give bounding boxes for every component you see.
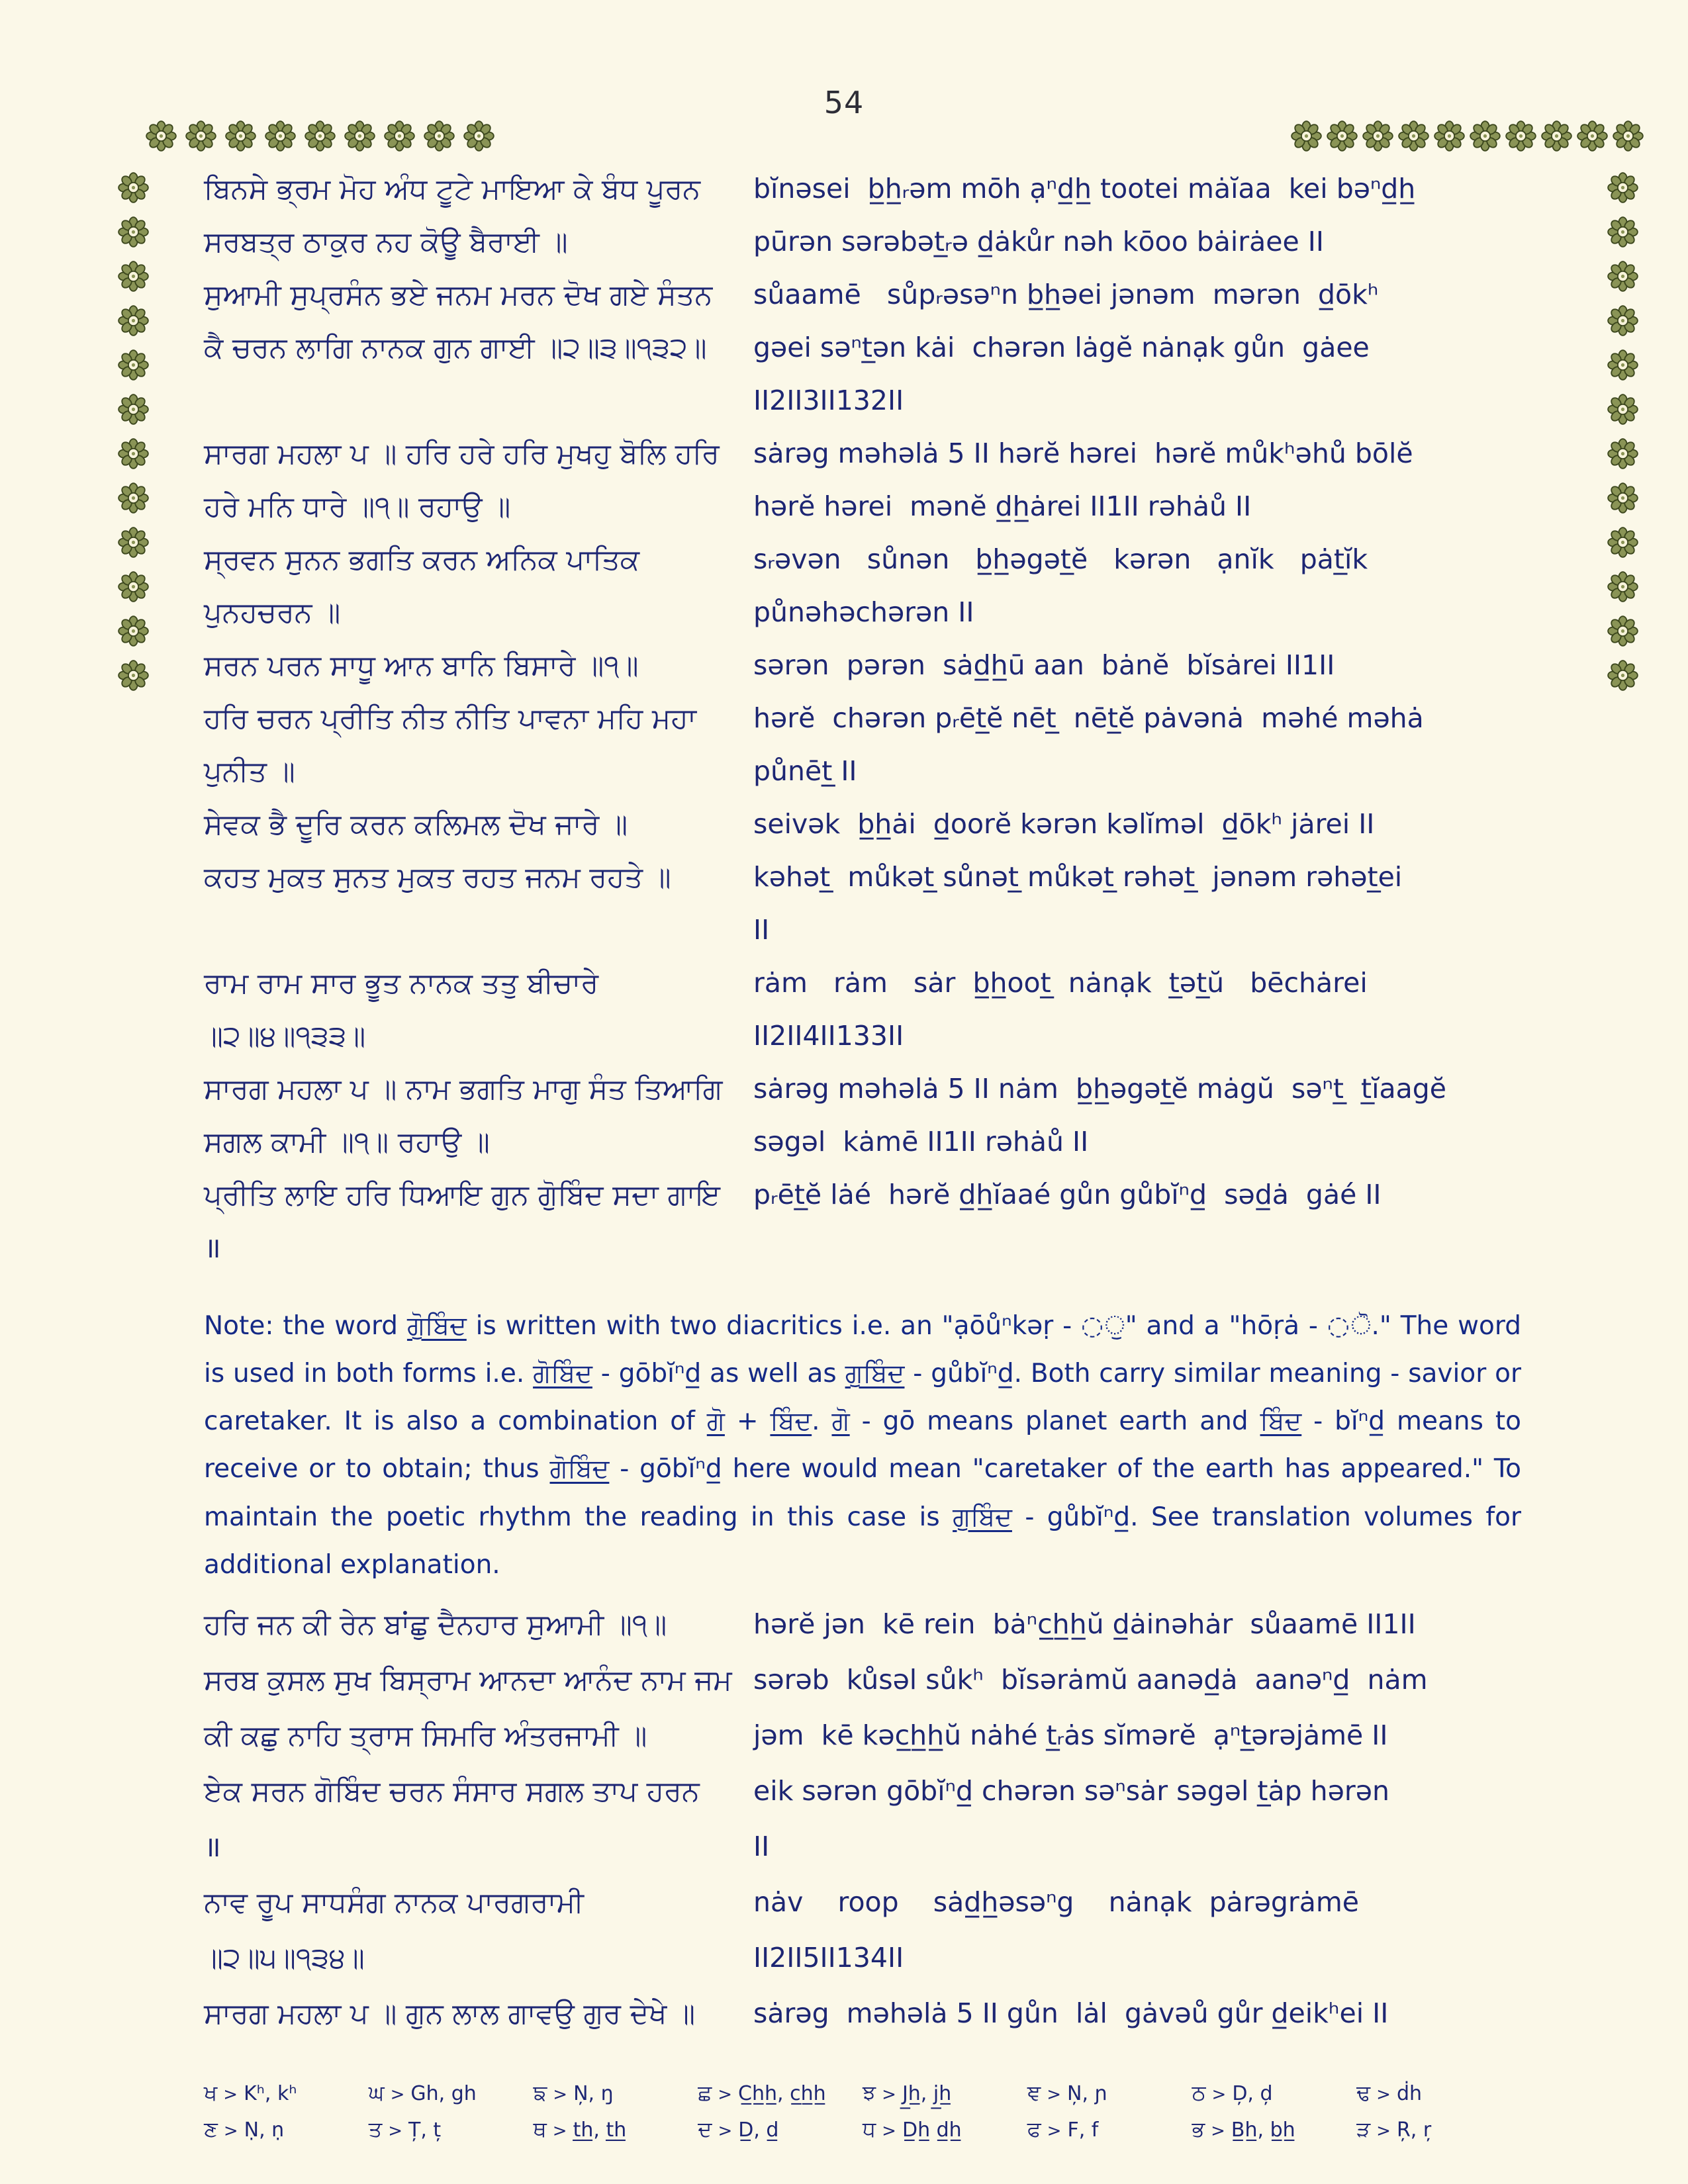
verse-row bbox=[204, 1232, 1521, 1285]
verse-row bbox=[204, 915, 1521, 968]
flower-rosette-icon bbox=[118, 482, 149, 514]
gurmukhi-line: ਪ੍ਰੀਤਿ ਲਾਇ ਹਰਿ ਧਿਆਇ ਗੁਨ ਗੋੁਬਿੰਦ ਸਦਾ ਗਾਇ bbox=[204, 1179, 720, 1212]
legend-entry bbox=[534, 2116, 698, 2142]
legend-entry bbox=[1027, 2116, 1192, 2142]
gurmukhi-line: ਸੁਆਮੀ ਸੁਪ੍ਰਸੰਨ ਭਏ ਜਨਮ ਮਰਨ ਦੋਖ ਗਏ ਸੰਤਨ bbox=[204, 279, 713, 312]
note-text: - gōbĭⁿd̲ as well as bbox=[592, 1359, 845, 1389]
legend-entry bbox=[1027, 2080, 1192, 2106]
legend-separator: > bbox=[1047, 2120, 1062, 2141]
verse-row bbox=[204, 544, 1521, 597]
gurmukhi-line: ਸਰਨ ਪਰਨ ਸਾਧੂ ਆਨ ਬਾਨਿ ਬਿਸਾਰੇ ॥੧॥ bbox=[204, 649, 639, 682]
gurmukhi-line: ਕੈ ਚਰਨ ਲਾਗਿ ਨਾਨਕ ਗੁਨ ਗਾਈ ॥੨॥੩॥੧੩੨॥ bbox=[204, 332, 707, 365]
roman-line: půnəhəchərən II bbox=[753, 596, 974, 628]
flower-rosette-icon bbox=[1434, 120, 1465, 152]
verse-row bbox=[204, 438, 1521, 491]
flower-rosette-icon bbox=[1613, 120, 1644, 152]
verse-row bbox=[204, 385, 1521, 438]
flower-rosette-icon bbox=[305, 120, 336, 152]
gurmukhi-line: ਸ੍ਰਵਨ ਸੁਨਨ ਭਗਤਿ ਕਰਨ ਅਨਿਕ ਪਾਤਿਕ bbox=[204, 543, 640, 576]
legend-roman-value: Gh, gh bbox=[410, 2081, 477, 2105]
verse-row bbox=[204, 1126, 1521, 1179]
legend-roman-value: D̲h̲ d̲h̲ bbox=[902, 2118, 962, 2142]
roman-line: sᵣəvən sůnən b̲h̲əgət̲ĕ kərən ạnĭk pȧt̲ĭk bbox=[753, 543, 1368, 575]
note-text: - gōbĭⁿd̲ here would mean "caretaker of the earth has appeared." To maintain the poetic rhythm the reading in this case is bbox=[204, 1454, 1521, 1532]
legend-roman-value: Kʰ, kʰ bbox=[244, 2081, 297, 2105]
ornament-row-top-left bbox=[146, 120, 494, 152]
gurmukhi-word: ਗੁਬਿੰਦ bbox=[953, 1502, 1012, 1532]
gurmukhi-line: ਪੁਨੀਤ ॥ bbox=[204, 755, 295, 788]
flower-rosette-icon bbox=[265, 120, 296, 152]
legend-separator: > bbox=[1376, 2120, 1391, 2141]
verse-row bbox=[204, 1887, 1521, 1942]
note-text: ." The word is used in both forms i.e. bbox=[204, 1311, 1521, 1389]
flower-rosette-icon bbox=[1607, 216, 1638, 248]
verse-row bbox=[204, 809, 1521, 862]
legend-row bbox=[204, 2116, 1521, 2142]
roman-line: hərĕ chərən pᵣēt̲ĕ nēt̲ nēt̲ĕ pȧvənȧ məhé məhȧ bbox=[753, 702, 1424, 734]
legend-separator: > bbox=[1211, 2120, 1225, 2141]
gurmukhi-word: ਬਿੰਦ bbox=[1260, 1406, 1302, 1437]
gurmukhi-line: ਕਹਤ ਮੁਕਤ ਸੁਨਤ ਮੁਕਤ ਰਹਤ ਜਨਮ ਰਹਤੇ ॥ bbox=[204, 861, 671, 894]
flower-rosette-icon bbox=[1607, 305, 1638, 336]
roman-line: sȧrəg məhəlȧ 5 II gůn lȧl gȧvəů gůr d̲eikʰei II bbox=[753, 1997, 1389, 2029]
roman-line: sərən pərən sȧd̲h̲ū aan bȧnĕ bĭsȧrei II1II bbox=[753, 649, 1335, 681]
flower-rosette-icon bbox=[118, 438, 149, 469]
gurmukhi-line: ਸਗਲ ਕਾਮੀ ॥੧॥ ਰਹਾਉ ॥ bbox=[204, 1126, 490, 1159]
legend-roman-value: N̦, ŋ bbox=[573, 2081, 614, 2105]
gurmukhi-line: ਸਾਰਗ ਮਹਲਾ ਪ ॥ ਨਾਮ ਭਗਤਿ ਮਾਗੁ ਸੰਤ ਤਿਆਗਿ bbox=[204, 1073, 723, 1106]
verse-row bbox=[204, 756, 1521, 809]
legend-separator: > bbox=[882, 2120, 896, 2141]
note-text: + bbox=[724, 1406, 771, 1437]
gurmukhi-line: ॥ bbox=[204, 1232, 221, 1265]
gurmukhi-line: ਹਰਿ ਚਰਨ ਪ੍ਰੀਤਿ ਨੀਤ ਨੀਤਿ ਪਾਵਨਾ ਮਹਿ ਮਹਾ bbox=[204, 702, 696, 735]
gurmukhi-word: ਬਿੰਦ bbox=[770, 1406, 812, 1437]
verse-row bbox=[204, 332, 1521, 385]
flower-rosette-icon bbox=[118, 527, 149, 558]
note-text: is written with two diacritics i.e. an "ạōůⁿkəṛ - bbox=[466, 1311, 1082, 1341]
verse-row bbox=[204, 1720, 1521, 1776]
verse-row bbox=[204, 1776, 1521, 1831]
flower-rosette-icon bbox=[118, 261, 149, 292]
verse-row bbox=[204, 173, 1521, 226]
flower-rosette-icon bbox=[424, 120, 455, 152]
flower-rosette-icon bbox=[118, 305, 149, 336]
legend-gurmukhi-letter: ਥ bbox=[533, 2116, 547, 2142]
legend-roman-value: ḋh bbox=[1396, 2081, 1423, 2105]
flower-rosette-icon bbox=[118, 660, 149, 691]
legend-separator: > bbox=[718, 2084, 733, 2105]
verse-row bbox=[204, 1831, 1521, 1887]
verse-row bbox=[204, 862, 1521, 915]
flower-rosette-icon bbox=[118, 615, 149, 647]
flower-rosette-icon bbox=[118, 571, 149, 602]
roman-line: půnēt̲ II bbox=[753, 755, 857, 787]
flower-rosette-icon bbox=[1291, 120, 1322, 152]
legend-roman-value: D̲, d̲ bbox=[738, 2118, 779, 2142]
legend-gurmukhi-letter: ਦ bbox=[698, 2116, 712, 2142]
legend-gurmukhi-letter: ਢ bbox=[1356, 2079, 1371, 2105]
gurmukhi-line: ਸਾਰਗ ਮਹਲਾ ਪ ॥ ਗੁਨ ਲਾਲ ਗਾਵਉ ਗੁਰ ਦੇਖੇ ॥ bbox=[204, 1997, 696, 2030]
note-text: - bĭⁿd̲ means to receive or to obtain; thus bbox=[204, 1406, 1521, 1484]
roman-line: II bbox=[753, 1830, 770, 1862]
note-text: " and a "hōṛȧ - bbox=[1125, 1311, 1327, 1341]
roman-line: pᵣēt̲ĕ lȧé hərĕ d̲h̲ĭaaé gůn gůbĭⁿd̲ səd̲ȧ gȧé II bbox=[753, 1179, 1382, 1210]
roman-line: eik sərən gōbĭⁿd̲ chərən səⁿsȧr səgəl t̲ȧp hərən bbox=[753, 1774, 1389, 1807]
roman-line: jəm kē kəc̲h̲h̲ŭ nȧhé t̲ᵣȧs sĭmərĕ ạⁿt̲ərəjȧmē II bbox=[753, 1719, 1388, 1751]
legend-entry bbox=[369, 2116, 534, 2142]
flower-rosette-icon bbox=[1607, 349, 1638, 381]
gurmukhi-line: ਸਰਬ ਕੁਸਲ ਸੁਖ ਬਿਸ੍ਰਾਮ ਆਨਦਾ ਆਨੰਦ ਨਾਮ ਜਮ bbox=[204, 1663, 732, 1697]
flower-rosette-icon bbox=[1607, 172, 1638, 203]
legend-entry bbox=[863, 2080, 1027, 2106]
gurmukhi-line: ਰਾਮ ਰਾਮ ਸਾਰ ਭੂਤ ਨਾਨਕ ਤਤੁ ਬੀਚਾਰੇ bbox=[204, 967, 599, 1000]
legend-roman-value: R̦, r̦ bbox=[1396, 2118, 1432, 2142]
flower-rosette-icon bbox=[225, 120, 256, 152]
verse-row bbox=[204, 1179, 1521, 1232]
verse-rows-top bbox=[204, 173, 1521, 1285]
gurmukhi-word: ਗੋ bbox=[706, 1406, 725, 1437]
roman-line: bĭnəsei b̲h̲ᵣəm mōh ạⁿd̲h̲ tootei mȧĭaa kei bəⁿd̲h̲ bbox=[753, 173, 1416, 205]
verse-row bbox=[204, 650, 1521, 703]
roman-line: səgəl kȧmē II1II rəhȧů II bbox=[753, 1126, 1089, 1158]
gurmukhi-word: ਗੋ bbox=[831, 1406, 850, 1437]
verse-row bbox=[204, 968, 1521, 1021]
gurmukhi-line: ਏਕ ਸਰਨ ਗੋਬਿੰਦ ਚਰਨ ਸੰਸਾਰ ਸਗਲ ਤਾਪ ਹਰਨ bbox=[204, 1774, 700, 1808]
legend-gurmukhi-letter: ਙ bbox=[533, 2079, 547, 2105]
legend-separator: > bbox=[1211, 2084, 1227, 2105]
legend-entry bbox=[698, 2080, 863, 2106]
verse-row bbox=[204, 1021, 1521, 1073]
flower-rosette-icon bbox=[1398, 120, 1429, 152]
roman-line: sȧrəg məhəlȧ 5 II hərĕ hərei hərĕ můkʰəhů bōlĕ bbox=[753, 437, 1413, 469]
legend-separator: > bbox=[223, 2120, 238, 2141]
flower-rosette-icon bbox=[118, 216, 149, 248]
legend-gurmukhi-letter: ਛ bbox=[698, 2079, 712, 2105]
roman-line: hərĕ hərei mənĕ d̲h̲ȧrei II1II rəhȧů II bbox=[753, 490, 1252, 522]
gurmukhi-line: ਸਰਬਤ੍ਰ ਠਾਕੁਰ ਨਹ ਕੋਊ ਬੈਰਾਈ ॥ bbox=[204, 226, 568, 259]
ornament-column-right bbox=[1607, 172, 1638, 691]
legend-roman-value: J̲h̲, j̲h̲ bbox=[902, 2081, 952, 2105]
flower-rosette-icon bbox=[1607, 660, 1638, 691]
legend-entry bbox=[204, 2116, 369, 2142]
gurmukhi-line: ਸੇਵਕ ਭੈ ਦੂਰਿ ਕਰਨ ਕਲਿਮਲ ਦੋਖ ਜਾਰੇ ॥ bbox=[204, 808, 628, 841]
legend-gurmukhi-letter: ਖ bbox=[204, 2079, 218, 2105]
flower-rosette-icon bbox=[1607, 261, 1638, 292]
note-text: Note: the word bbox=[204, 1311, 407, 1341]
legend-roman-value: N̦, ɲ bbox=[1067, 2081, 1107, 2105]
verse-row bbox=[204, 1942, 1521, 1998]
legend-entry bbox=[204, 2080, 369, 2106]
legend-entry bbox=[369, 2080, 534, 2106]
gurmukhi-line: ਬਿਨਸੇ ਭ੍ਰਮ ਮੋਹ ਅੰਧ ਟੂਟੇ ਮਾਇਆ ਕੇ ਬੰਧ ਪੂਰਨ bbox=[204, 173, 701, 206]
legend-separator: > bbox=[718, 2120, 733, 2141]
legend-roman-value: D̦, d̦ bbox=[1232, 2081, 1273, 2105]
roman-line: II2II4II133II bbox=[753, 1020, 904, 1052]
roman-line: rȧm rȧm sȧr b̲h̲oot̲ nȧnạk t̲ət̲ŭ bēchȧrei bbox=[753, 967, 1368, 999]
legend-roman-value: t̲h̲, t̲h̲ bbox=[573, 2118, 627, 2142]
roman-line: gəei səⁿt̲ən kȧi chərən lȧgĕ nȧnạk gůn gȧee bbox=[753, 332, 1370, 363]
flower-rosette-icon bbox=[1607, 615, 1638, 647]
gurmukhi-word: ਗੋੁਬਿੰਦ bbox=[406, 1311, 467, 1341]
flower-rosette-icon bbox=[1362, 120, 1393, 152]
legend-entry bbox=[1356, 2080, 1521, 2106]
roman-line: sərəb kůsəl sůkʰ bĭsərȧmŭ aanəd̲ȧ aanəⁿd̲ nȧm bbox=[753, 1663, 1428, 1696]
roman-line: II2II3II132II bbox=[753, 385, 904, 416]
roman-line: pūrən sərəbət̲ᵣə d̲ȧkůr nəh kōoo bȧirȧee II bbox=[753, 226, 1324, 257]
flower-rosette-icon bbox=[384, 120, 415, 152]
gurmukhi-line: ਸਾਰਗ ਮਹਲਾ ਪ ॥ ਹਰਿ ਹਰੇ ਹਰਿ ਮੁਖਹੁ ਬੋਲਿ ਹਰਿ bbox=[204, 437, 720, 471]
flower-rosette-icon bbox=[1505, 120, 1536, 152]
roman-line: nȧv roop sȧd̲h̲əsəⁿg nȧnạk pȧrəgrȧmē bbox=[753, 1886, 1360, 1918]
note-text: - gůbĭⁿd̲. See translation volumes for additional explanation. bbox=[204, 1502, 1521, 1580]
legend-gurmukhi-letter: ਧ bbox=[863, 2116, 876, 2142]
verse-row bbox=[204, 226, 1521, 279]
flower-rosette-icon bbox=[1607, 527, 1638, 558]
legend-separator: > bbox=[1047, 2084, 1061, 2105]
verse-row bbox=[204, 1664, 1521, 1720]
gurmukhi-line: ਹਰੇ ਮਨਿ ਧਾਰੇ ॥੧॥ ਰਹਾਉ ॥ bbox=[204, 490, 511, 523]
gurmukhi-line: ॥ bbox=[204, 1830, 221, 1864]
verse-row bbox=[204, 597, 1521, 650]
ornament-row-top-right bbox=[1291, 120, 1644, 152]
legend-separator: > bbox=[882, 2084, 896, 2105]
gurmukhi-word: ◌ੁ bbox=[1081, 1311, 1125, 1341]
legend-entry bbox=[534, 2080, 698, 2106]
note-text: . bbox=[812, 1406, 832, 1437]
note-text: - gůbĭⁿd̲. Both carry similar meaning - savior or caretaker. It is also a combination of bbox=[204, 1359, 1521, 1437]
roman-line: sȧrəg məhəlȧ 5 II nȧm b̲h̲əgət̲ĕ mȧgŭ səⁿt̲ t̲ĭaagĕ bbox=[753, 1073, 1446, 1105]
flower-rosette-icon bbox=[1607, 482, 1638, 514]
flower-rosette-icon bbox=[1607, 571, 1638, 602]
legend-gurmukhi-letter: ਘ bbox=[368, 2079, 385, 2105]
roman-line: sůaamē sůpᵣəsəⁿn b̲h̲əei jənəm mərən d̲ōkʰ bbox=[753, 279, 1379, 310]
legend-gurmukhi-letter: ੜ bbox=[1356, 2116, 1371, 2142]
flower-rosette-icon bbox=[185, 120, 216, 152]
gurmukhi-line: ਕੀ ਕਛੁ ਨਾਹਿ ਤ੍ਰਾਸ ਸਿਮਰਿ ਅੰਤਰਜਾਮੀ ॥ bbox=[204, 1719, 647, 1752]
note-text: - gō means planet earth and bbox=[849, 1406, 1260, 1437]
legend-roman-value: Ṇ, ṇ bbox=[244, 2118, 285, 2142]
legend-entry bbox=[698, 2116, 863, 2142]
legend-roman-value: Ț, ț bbox=[408, 2118, 442, 2142]
verse-row bbox=[204, 703, 1521, 756]
transliteration-legend bbox=[204, 2080, 1521, 2142]
flower-rosette-icon bbox=[1607, 394, 1638, 425]
verse-row bbox=[204, 1998, 1521, 2054]
legend-separator: > bbox=[1376, 2084, 1391, 2105]
legend-row bbox=[204, 2080, 1521, 2106]
ornament-column-left bbox=[118, 172, 149, 691]
legend-separator: > bbox=[553, 2084, 568, 2105]
legend-gurmukhi-letter: ਞ bbox=[1027, 2079, 1041, 2105]
gurmukhi-line: ਨਾਵ ਰੂਪ ਸਾਧਸੰਗ ਨਾਨਕ ਪਾਰਗਰਾਮੀ bbox=[204, 1886, 584, 1919]
roman-line: hərĕ jən kē rein bȧⁿc̲h̲h̲ŭ d̲ȧinəhȧr sůaamē II1II bbox=[753, 1608, 1416, 1640]
roman-line: II bbox=[753, 914, 770, 946]
gurmukhi-line: ॥੨॥੫॥੧੩੪॥ bbox=[204, 1941, 365, 1975]
flower-rosette-icon bbox=[118, 349, 149, 381]
gurmukhi-word: ਗੋਬਿੰਦ bbox=[549, 1454, 610, 1484]
verse-row bbox=[204, 1073, 1521, 1126]
legend-gurmukhi-letter: ਠ bbox=[1192, 2079, 1206, 2105]
legend-entry bbox=[1192, 2080, 1357, 2106]
verse-row bbox=[204, 491, 1521, 544]
flower-rosette-icon bbox=[344, 120, 375, 152]
flower-rosette-icon bbox=[146, 120, 177, 152]
gurmukhi-word: ਗੁਬਿੰਦ bbox=[845, 1359, 905, 1389]
legend-gurmukhi-letter: ਣ bbox=[204, 2116, 218, 2142]
legend-separator: > bbox=[390, 2084, 405, 2105]
gurmukhi-line: ਹਰਿ ਜਨ ਕੀ ਰੇਨ ਬਾਂਛੁ ਦੈਨਹਾਰ ਸੁਆਮੀ ॥੧॥ bbox=[204, 1608, 667, 1641]
verse-row bbox=[204, 1609, 1521, 1664]
flower-rosette-icon bbox=[1541, 120, 1572, 152]
legend-roman-value: B̲h̲, b̲h̲ bbox=[1231, 2118, 1295, 2142]
roman-line: II2II5II134II bbox=[753, 1941, 904, 1974]
legend-separator: > bbox=[388, 2120, 403, 2141]
legend-gurmukhi-letter: ਫ bbox=[1027, 2116, 1041, 2142]
verse-row bbox=[204, 279, 1521, 332]
gurmukhi-word: ◌ੋ bbox=[1327, 1311, 1372, 1341]
legend-separator: > bbox=[223, 2084, 238, 2105]
flower-rosette-icon bbox=[1327, 120, 1358, 152]
legend-gurmukhi-letter: ਭ bbox=[1192, 2116, 1205, 2142]
gurmukhi-line: ਪੁਨਹਚਰਨ ॥ bbox=[204, 596, 341, 629]
page-number: 54 bbox=[823, 85, 865, 120]
gurmukhi-word: ਗੋਬਿੰਦ bbox=[533, 1359, 592, 1389]
legend-roman-value: C̲h̲h̲, c̲h̲h̲ bbox=[738, 2081, 826, 2105]
roman-line: kəhət̲ můkət̲ sůnət̲ můkət̲ rəhət̲ jənəm rəhət̲ei bbox=[753, 861, 1403, 893]
legend-entry bbox=[1356, 2116, 1521, 2142]
flower-rosette-icon bbox=[1577, 120, 1608, 152]
legend-entry bbox=[1192, 2116, 1357, 2142]
note-paragraph bbox=[204, 1302, 1521, 1589]
flower-rosette-icon bbox=[118, 394, 149, 425]
scripture-content bbox=[204, 173, 1521, 2142]
flower-rosette-icon bbox=[118, 172, 149, 203]
legend-roman-value: F, f bbox=[1067, 2118, 1099, 2142]
verse-rows-bottom bbox=[204, 1609, 1521, 2054]
gurmukhi-line: ॥੨॥੪॥੧੩੩॥ bbox=[204, 1020, 366, 1053]
roman-line: seivək b̲h̲ȧi d̲oorĕ kərən kəlĭməl d̲ōkʰ jȧrei II bbox=[753, 808, 1375, 840]
legend-separator: > bbox=[552, 2120, 567, 2141]
legend-gurmukhi-letter: ਝ bbox=[863, 2079, 876, 2105]
flower-rosette-icon bbox=[463, 120, 494, 152]
legend-entry bbox=[863, 2116, 1027, 2142]
legend-gurmukhi-letter: ਤ bbox=[368, 2116, 383, 2142]
flower-rosette-icon bbox=[1607, 438, 1638, 469]
flower-rosette-icon bbox=[1470, 120, 1501, 152]
